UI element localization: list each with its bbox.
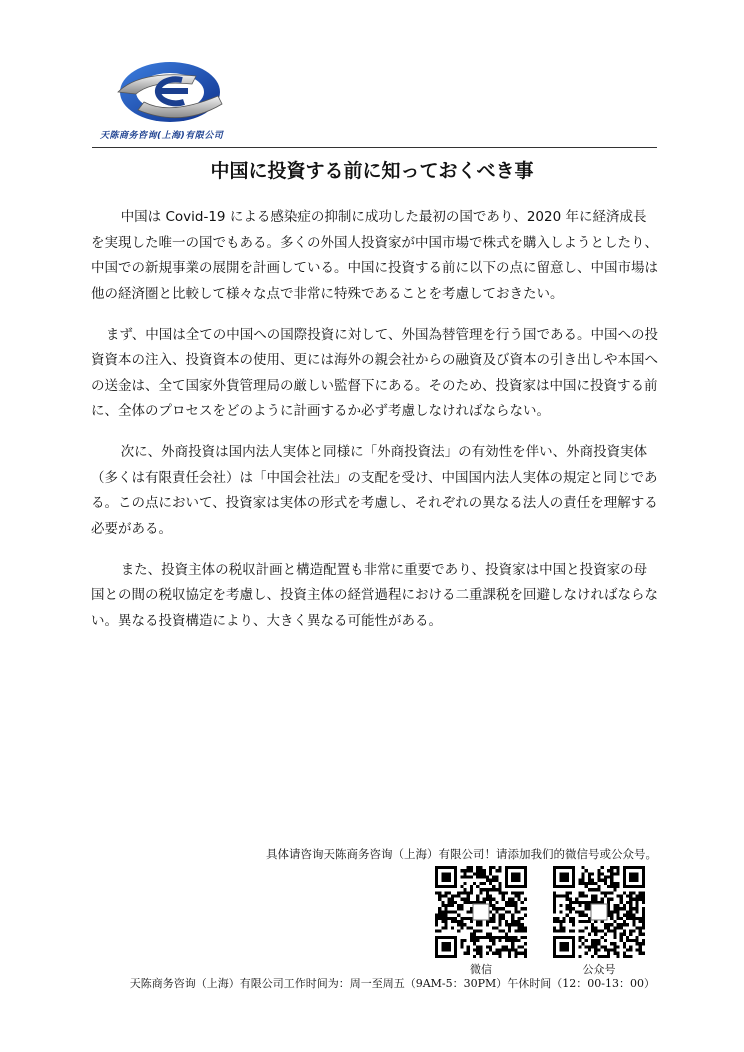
paragraph-3: 次に、外商投資は国内法人実体と同様に「外商投資法」の有効性を伴い、外商投資実体（多くは有限責任会社）は「中国会社法」の支配を受け、中国国内法人実体の規定と同じである。この点において、投資家は実体の形式を考慮し、それぞれの異なる法人の責任を理解する必要がある。 [91, 444, 658, 538]
contact-line: 具体请咨询天陈商务咨询（上海）有限公司！请添加我们的微信号或公众号。 [266, 847, 657, 861]
paragraph-1: 中国は Covid-19 による感染症の抑制に成功した最初の国であり、2020 年に経済成長を実現した唯一の国でもある。多くの外国人投資家が中国市場で株式を購入しようとしたり、中国での新規事業の展開を計画している。中国に投資する前に以下の点に留意し、中国市場は他の経済圏と比較して様々な点で非常に特殊であることを考慮しておきたい。 [91, 209, 658, 302]
wechat-qr-code-icon [435, 866, 527, 958]
official-account-qr-code-icon [553, 866, 645, 958]
header-divider [92, 147, 657, 148]
document-body [91, 205, 658, 650]
working-hours-line: 天陈商务咨询（上海）有限公司工作时间为：周一至周五（9AM-5：30PM）午休时间（12：00-13：00） [129, 977, 655, 990]
document-title: 中国に投資する前に知っておくべき事 [210, 160, 534, 182]
official-account-qr-label: 公众号 [582, 963, 616, 976]
wechat-qr-label: 微信 [470, 963, 492, 976]
paragraph-2: まず、中国は全ての中国への国際投資に対して、外国為替管理を行う国である。中国への投資資本の注入、投資資本の使用、更には海外の親会社からの融資及び資本の引き出しや本国への送金は、全て国家外貨管理局の厳しい監督下にある。そのため、投資家は中国に投資する前に、全体のプロセスをどのように計画するか必ず考慮しなければならない。 [91, 326, 658, 420]
paragraph-4: また、投資主体の税収計画と構造配置も非常に重要であり、投資家は中国と投資家の母国との間の税収協定を考慮し、投資主体の経営過程における二重課税を回避しなければならない。異なる投資構造により、大きく異なる可能性がある。 [91, 561, 658, 629]
company-logo-caption: 天陈商务咨询(上海)有限公司 [100, 131, 224, 141]
